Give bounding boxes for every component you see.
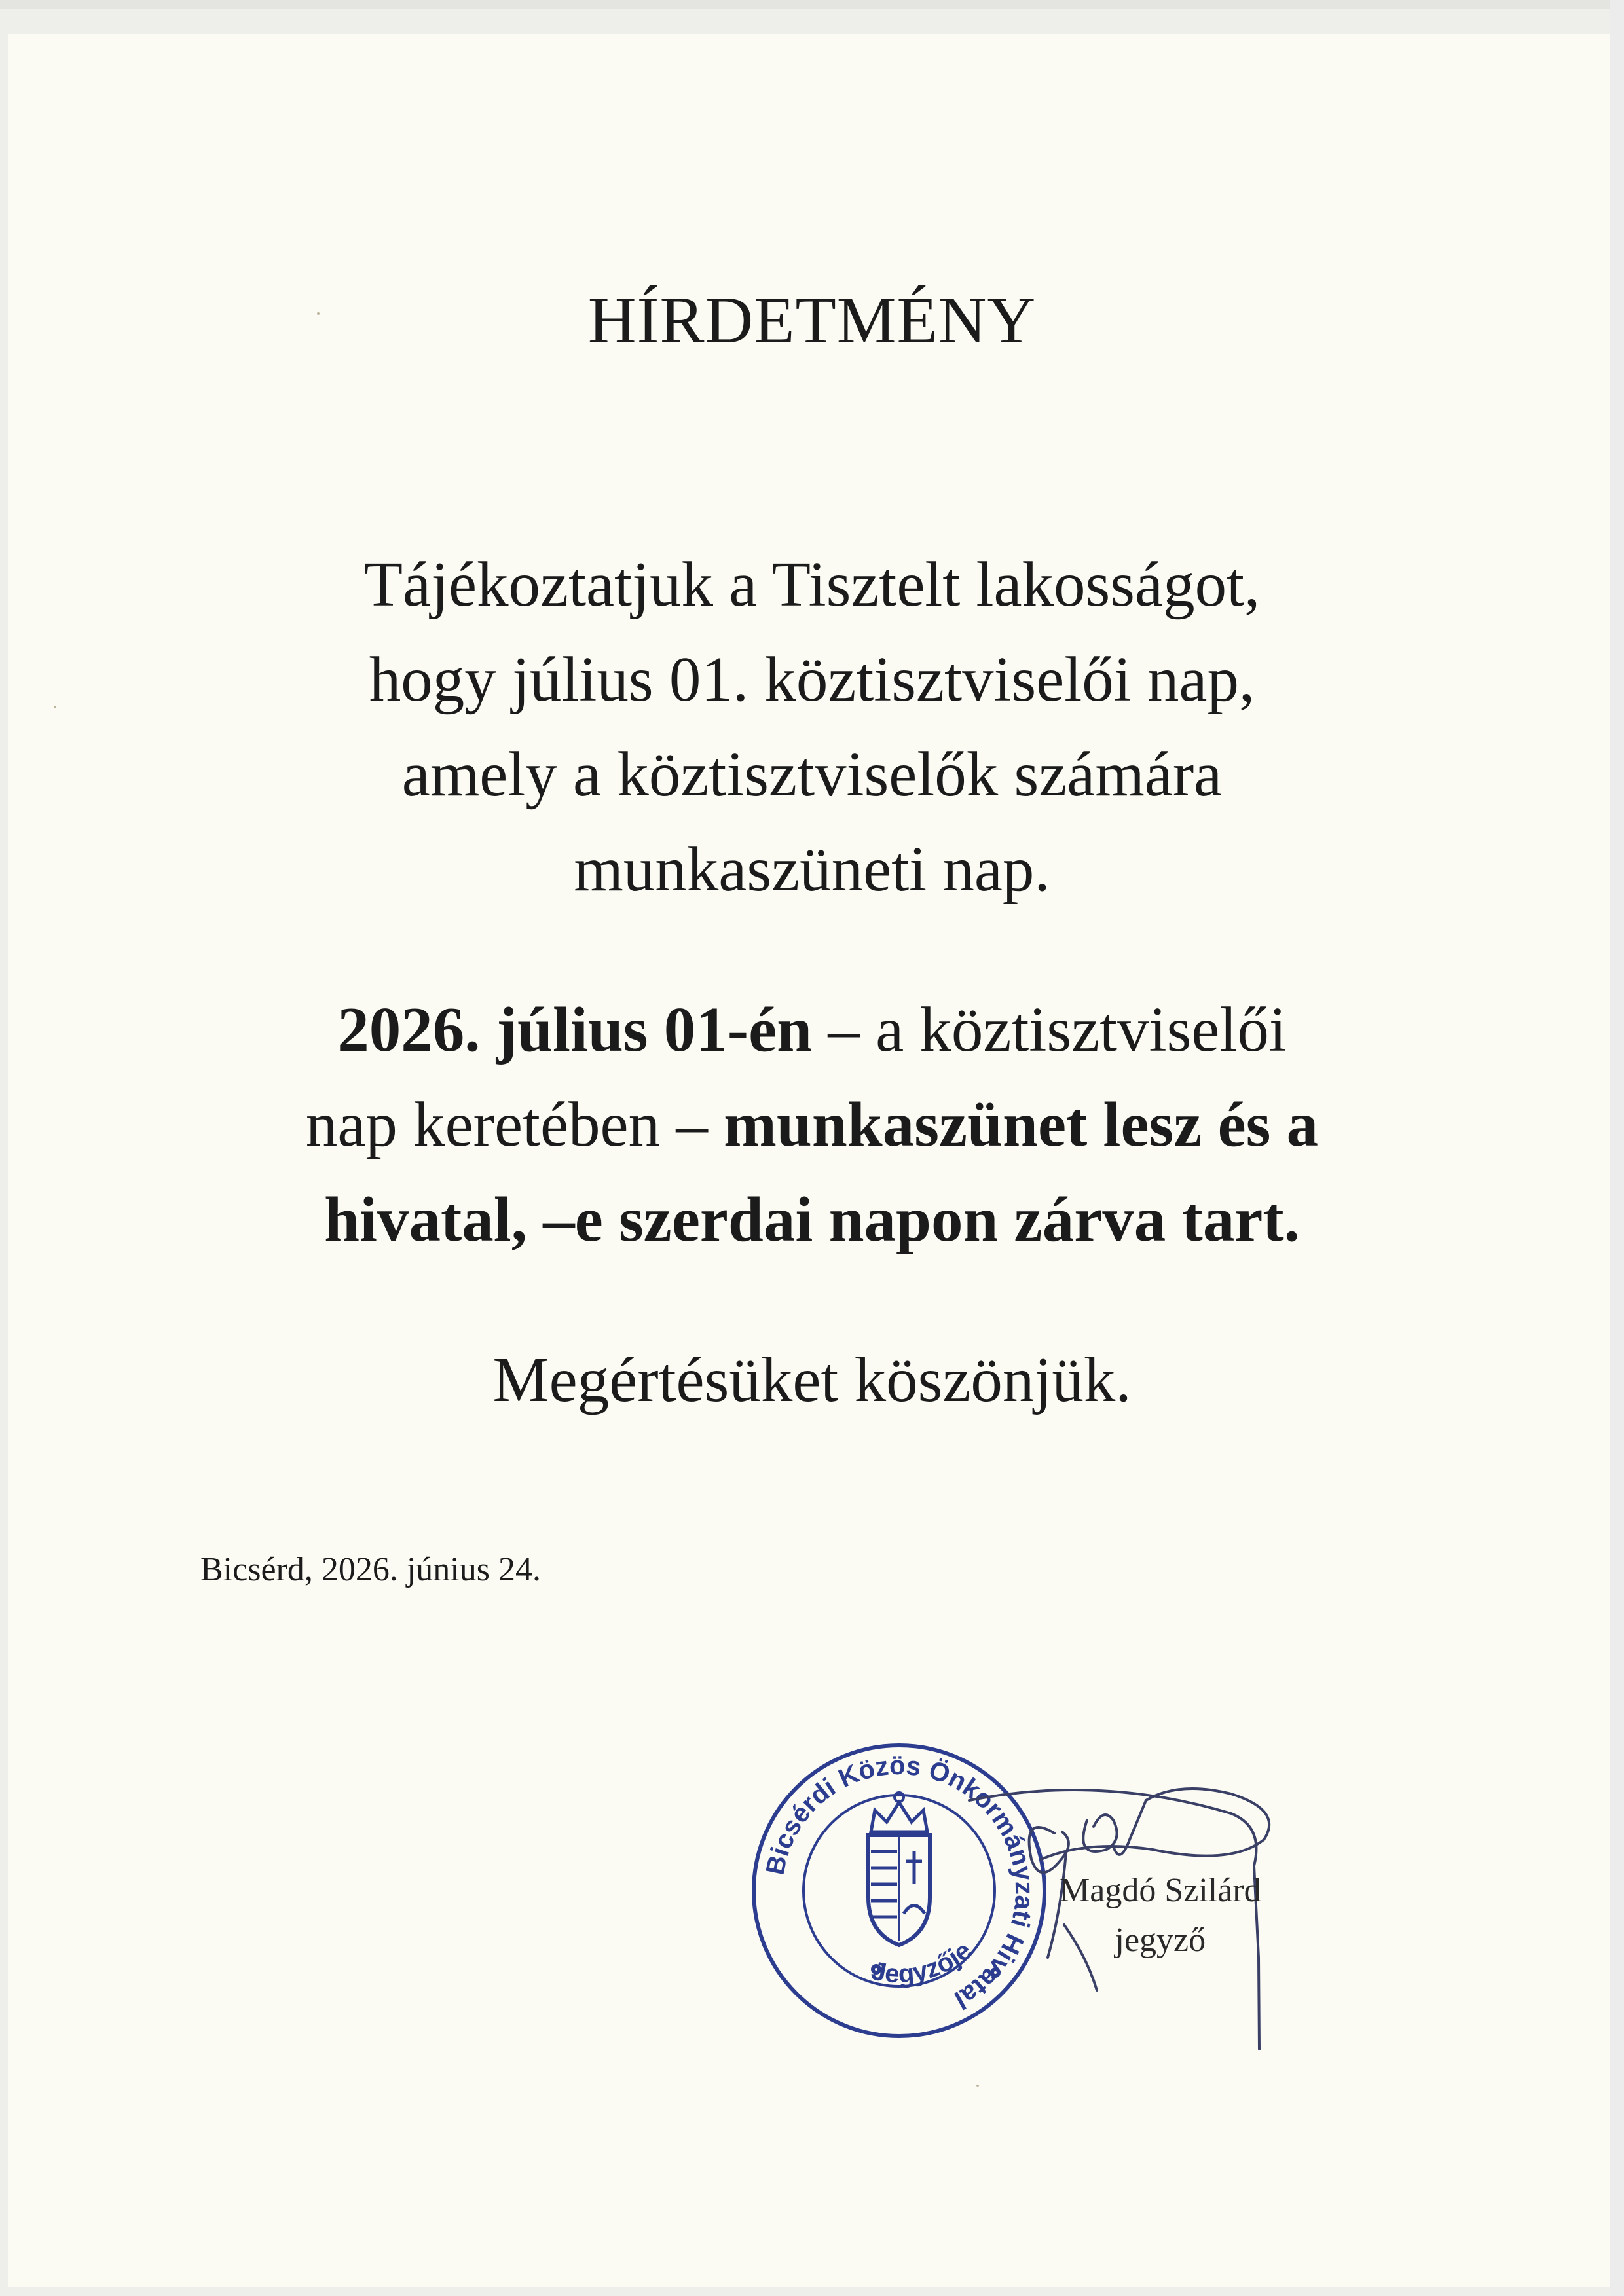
notice-text: nap keretében – <box>305 1089 724 1159</box>
intro-line: amely a köztisztviselők számára <box>401 739 1223 809</box>
stamp-ring-text: Bicsérdi Közös Önkormányzati Hivatal <box>760 1751 1039 2014</box>
notice-emphasis: munkaszünet lesz és a <box>724 1089 1319 1159</box>
notice-text: – a köztisztviselői <box>812 994 1287 1065</box>
thanks-line: Megértésüket köszönjük. <box>492 1345 1132 1415</box>
place-and-date: Bicsérd, 2026. június 24. <box>200 1551 541 1588</box>
notice-date: 2026. július 01-én <box>337 994 813 1065</box>
notice-line-2 <box>0 1077 1624 1172</box>
scan-edge-top <box>0 0 1624 9</box>
notice-emphasis: hivatal, –e szerdai napon zárva tart. <box>324 1184 1300 1254</box>
document-title: HÍRDETMÉNY <box>587 283 1037 357</box>
intro-paragraph <box>0 537 1624 917</box>
closure-notice-paragraph <box>0 982 1624 1267</box>
signatory-role: jegyző <box>1115 1922 1206 1959</box>
dust-speck <box>976 2085 979 2087</box>
intro-line: munkaszüneti nap. <box>574 834 1050 904</box>
intro-line: Tájékoztatjuk a Tisztelt lakosságot, <box>363 549 1261 619</box>
notice-line-1 <box>0 982 1624 1077</box>
notice-line-3 <box>0 1172 1624 1267</box>
signatory-name: Magdó Szilárd <box>1060 1872 1261 1909</box>
stamp-bottom-text: Jegyzője <box>868 1936 978 1989</box>
signatory-block <box>1060 1866 1261 1965</box>
intro-line: hogy július 01. köztisztviselői nap, <box>369 644 1255 714</box>
